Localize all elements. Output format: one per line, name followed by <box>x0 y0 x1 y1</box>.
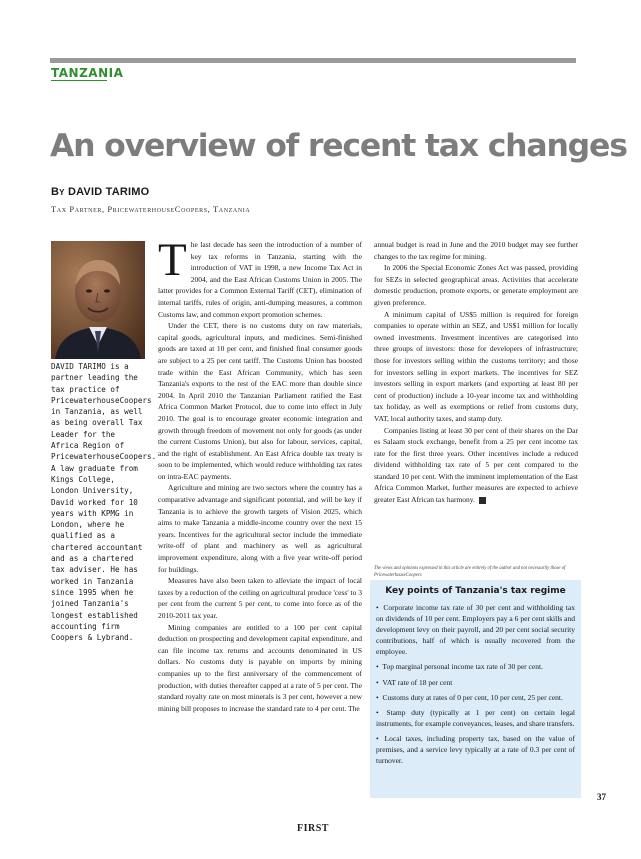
byline-prefix: By <box>51 186 65 198</box>
closing-paragraph-text: Companies listing at least 30 per cent of their shares on the Dar es Salaam stock exchange, benefit from a 25 per cent income tax rate for the first three years. Other incentives include a reduced dividend withholding tax rate of 5 per cent compared to the standard 10 per cent. With the imminent implementation of the East Africa Common Market, further measures are expected to achieve greater East African tax harmony. <box>374 425 578 505</box>
article-paragraph: In 2006 the Special Economic Zones Act was passed, providing for SEZs in selected geographical areas. Activities that accelerate domestic production, promote exports, or generate employment are given preference. <box>374 263 578 307</box>
drop-cap: T <box>158 234 187 286</box>
author-bio: DAVID TARIMO is a partner leading the tax practice of PricewaterhouseCoopers in Tanzania, as well as being overall Tax Leader for the Africa Region of PricewaterhouseCoopers. A law graduate from Kings College, London University, David worked for 10 years with KPMG in London, where he qualified as a chartered accountant and as a chartered tax adviser. He has worked in Tanzania since 1995 when he joined Tanzania's longest established accounting firm Coopers & Lybrand. <box>51 362 157 643</box>
bullet-icon: • <box>376 692 379 702</box>
bullet-icon: • <box>376 733 379 743</box>
key-point-item: • Top marginal personal income tax rate of 30 per cent. <box>376 662 543 672</box>
article-column-1 <box>158 234 362 714</box>
key-point-item: • Local taxes, including property tax, based on the value of premises, and a service levy typically at a rate of 0.3 per cent of turnover. <box>376 733 575 766</box>
article-column-2 <box>374 239 578 506</box>
article-headline: An overview of recent tax changes <box>50 128 627 164</box>
author-title: Tax Partner, PricewaterhouseCoopers, Tanzania <box>51 204 251 214</box>
author-photo <box>51 241 145 359</box>
page-number: 37 <box>597 792 606 802</box>
bullet-icon: • <box>376 677 379 687</box>
article-paragraph: Mining companies are entitled to a 100 per cent capital deduction on prospecting and development capital expenditure, and can file income tax returns and accounts denominated in US dollars. No customs duty is payable on imports by mining companies up to the first anniversary of the commencement of production, with duties thereafter capped at a rate of 5 per cent. The standard royalty rate on most minerals is 3 per cent, however a new mining bill proposes to increase the standard rate to 4 per cent. The <box>158 622 362 713</box>
bullet-icon: • <box>376 662 379 672</box>
top-rule <box>50 58 576 63</box>
lead-paragraph-text: he last decade has seen the introduction of a number of key tax reforms in Tanzania, starting with the introduction of VAT in 1998, a new Income Tax Act in 2004, and the East African Customs Union in 2005. The latter provides for a Common External Tariff (CET), elimination of internal tariffs, rules of origin, anti-dumping measures, a common Customs law, and common export promotion schemes. <box>158 240 362 319</box>
article-paragraph: annual budget is read in June and the 2010 budget may see further changes to the tax regime for mining. <box>374 240 578 261</box>
section-label: TANZANIA <box>51 66 124 80</box>
article-paragraph: A minimum capital of US$5 million is required for foreign companies to operate within an SEZ, and US$1 million for locally owned investments. Investment incentives are categorised into three groups of investors: those for developers of infrastructure; those for investors selling within the customs territory; and those for investors selling in export markets. The incentives for SEZ investors selling in export markets (and exporting at least 80 per cent of production) include a 10-year income tax and withholding tax holiday, as well as exemptions or relief from customs duty, VAT, local authority taxes, and stamp duty. <box>374 309 578 423</box>
byline <box>51 186 149 198</box>
section-underline <box>51 80 107 81</box>
key-points-title: Key points of Tanzania's tax regime <box>385 586 566 596</box>
end-of-article-mark: F <box>479 497 486 504</box>
article-paragraph <box>374 425 578 506</box>
article-paragraph <box>158 234 362 320</box>
bullet-icon: • <box>376 707 379 717</box>
key-point-item: • Customs duty at rates of 0 per cent, 10 per cent, 25 per cent. <box>376 692 563 702</box>
key-point-item: • Stamp duty (typically at 1 per cent) on certain legal instruments, for example conveyances, leases, and share transfers. <box>376 707 576 728</box>
article-paragraph: Agriculture and mining are two sectors where the country has a comparative advantage and significant potential, and will be key if Tanzania is to achieve the growth targets of Vision 2025, which aims to make Tanzania a middle-income country over the next 15 years. Incentives for the agricultural sector include the immediate write-off of plant and machinery as well as agricultural improvement expenditure, along with a five year write-off period for buildings. <box>158 483 362 574</box>
article-paragraph: Under the CET, there is no customs duty on raw materials, capital goods, agricultural inputs, and medicines. Semi-finished goods are taxed at 10 per cent, and finished final consumer goods are subject to a 25 per cent tariff. The Customs Union has boosted trade within the East African Community, which has seen Tanzania's exports to the rest of the EAC more than double since 2004. In April 2010 the Tanzanian Parliament ratified the East Africa Common Market Protocol, due to come into effect in July 2010. The goal is to encourage greater economic integration and growth through freedom of movement not only for goods (as under the current Customs Union), but also for labour, services, capital, and the right of establishment. An East Africa double tax treaty is soon to be implemented, which would reduce withholding tax rates on intra-EAC payments. <box>158 321 362 481</box>
key-point-item: • Corporate income tax rate of 30 per cent and withholding tax on dividends of 10 per cent. Employers pay a 6 per cent skills and development levy on their payroll, and 20 per cent social security contributions, half of which is usually recovered from the employee. <box>376 603 575 657</box>
key-point-item: • VAT rate of 18 per cent <box>376 677 453 687</box>
author-portrait-image <box>51 241 145 359</box>
article-paragraph: Measures have also been taken to alleviate the impact of local taxes by a reduction of the ceiling on agricultural produce 'cess' to 3 per cent from the current 5 per cent, to come into force as of the 2010-2011 tax year. <box>158 576 362 620</box>
key-points-box <box>370 580 581 798</box>
article-disclaimer: The views and opinions expressed in this article are entirely of the author and not necessarily those of PricewaterhouseCoopers <box>374 566 566 578</box>
publication-footer-logo: FIRST <box>297 823 329 834</box>
author-name: DAVID TARIMO <box>67 186 150 198</box>
bullet-icon: • <box>376 603 379 612</box>
key-points-list <box>376 602 575 766</box>
